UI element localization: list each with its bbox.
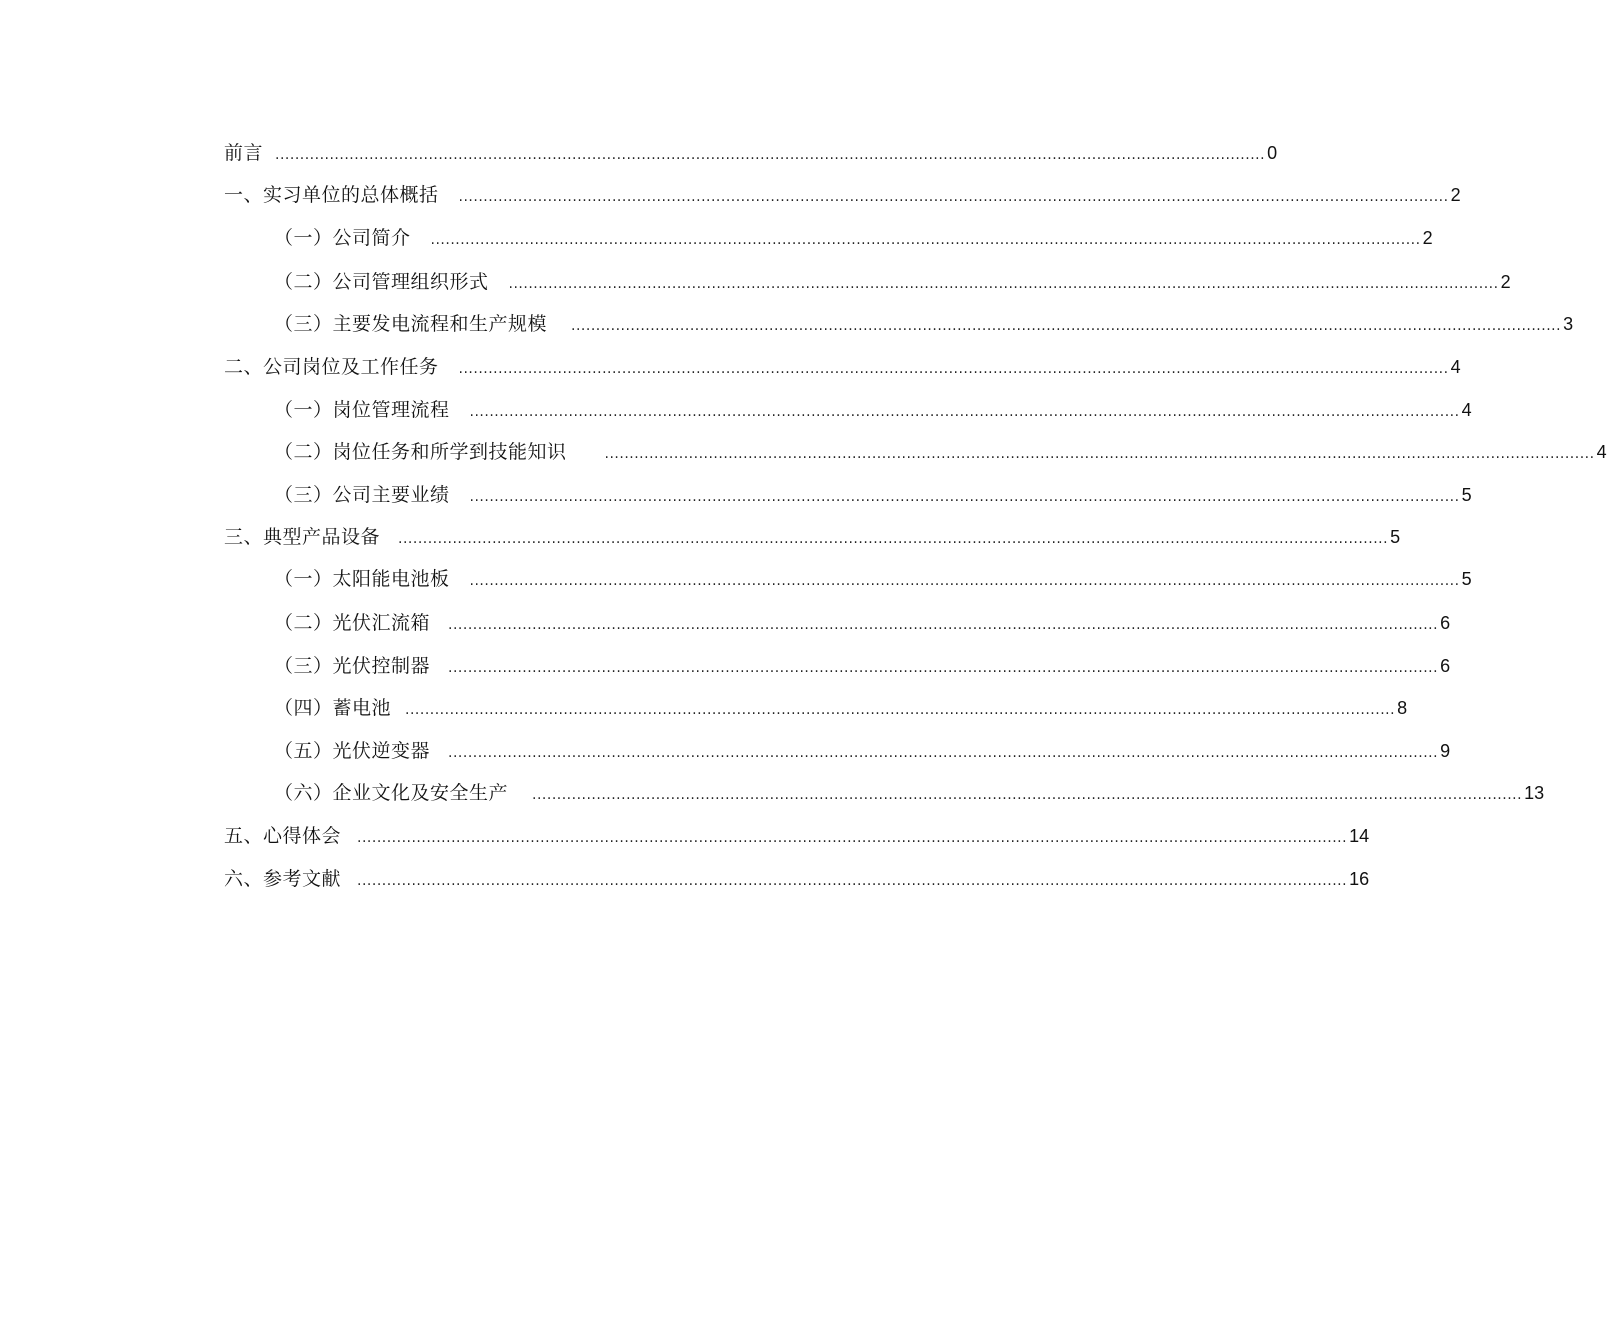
toc-entry-title: （二）公司管理组织形式 (274, 271, 489, 293)
toc-leader-dots: ........................................................................................................................................................................................................ (448, 744, 1439, 761)
toc-entry-section-3-6[interactable] (274, 779, 1545, 807)
toc-entry-section-3-5[interactable] (274, 737, 1451, 765)
toc-page-number: 4 (1596, 442, 1607, 462)
toc-entry-title: 前言 (224, 142, 264, 164)
toc-page-number: 5 (1390, 527, 1401, 547)
toc-page-number: 6 (1440, 613, 1451, 633)
toc-leader-dots: ........................................................................................................................................................................................................ (532, 786, 1523, 803)
toc-entry-section-2-1[interactable] (274, 396, 1472, 424)
toc-leader-dots: ........................................................................................................................................................................................................ (604, 445, 1595, 462)
toc-entry-section-2-3[interactable] (274, 481, 1472, 509)
toc-leader-dots: ........................................................................................................................................................................................................ (571, 317, 1562, 334)
toc-entry-section-2-2[interactable] (274, 438, 1607, 466)
toc-entry-section-3-1[interactable] (274, 565, 1472, 593)
toc-entry-title: （二）光伏汇流箱 (274, 612, 431, 634)
toc-entry-title: （五）光伏逆变器 (274, 740, 431, 762)
toc-entry-preface[interactable] (224, 139, 1278, 167)
toc-leader-dots: ........................................................................................................................................................................................................ (357, 829, 1348, 846)
toc-leader-dots: ........................................................................................................................................................................................................ (398, 530, 1389, 547)
toc-page-number: 2 (1450, 185, 1461, 205)
toc-entry-title: （三）主要发电流程和生产规模 (274, 313, 548, 335)
toc-page-number: 6 (1440, 656, 1451, 676)
toc-page-number: 9 (1440, 741, 1451, 761)
toc-entry-section-5[interactable] (224, 822, 1370, 850)
toc-page-number: 14 (1349, 826, 1370, 846)
toc-page-number: 3 (1563, 314, 1574, 334)
toc-entry-title: 六、参考文献 (224, 868, 342, 890)
toc-leader-dots: ........................................................................................................................................................................................................ (469, 572, 1460, 589)
toc-entry-title: （四）蓄电池 (274, 697, 392, 719)
toc-leader-dots: ........................................................................................................................................................................................................ (275, 146, 1266, 163)
toc-entry-title: （一）岗位管理流程 (274, 399, 450, 421)
toc-page-number: 4 (1461, 400, 1472, 420)
toc-leader-dots: ........................................................................................................................................................................................................ (469, 403, 1460, 420)
toc-leader-dots: ........................................................................................................................................................................................................ (357, 872, 1348, 889)
toc-entry-section-1-1[interactable] (274, 224, 1433, 252)
toc-entry-section-1-2[interactable] (274, 268, 1511, 296)
toc-page-number: 5 (1461, 485, 1472, 505)
toc-leader-dots: ........................................................................................................................................................................................................ (458, 188, 1449, 205)
toc-leader-dots: ........................................................................................................................................................................................................ (469, 488, 1460, 505)
toc-entry-title: （一）公司简介 (274, 227, 411, 249)
toc-entry-title: （三）光伏控制器 (274, 655, 431, 677)
toc-entry-title: 一、实习单位的总体概括 (224, 184, 439, 206)
toc-page-number: 5 (1461, 569, 1472, 589)
toc-page-number: 16 (1349, 869, 1370, 889)
toc-leader-dots: ........................................................................................................................................................................................................ (405, 701, 1396, 718)
toc-entry-title: 三、典型产品设备 (224, 526, 381, 548)
toc-page-number: 8 (1397, 698, 1408, 718)
toc-entry-section-1-3[interactable] (274, 310, 1574, 338)
toc-entry-title: （一）太阳能电池板 (274, 568, 450, 590)
toc-leader-dots: ........................................................................................................................................................................................................ (458, 360, 1449, 377)
toc-entry-section-3-2[interactable] (274, 609, 1451, 637)
toc-entry-title: 五、心得体会 (224, 825, 342, 847)
toc-entry-title: （二）岗位任务和所学到技能知识 (274, 441, 567, 463)
toc-page-number: 2 (1422, 228, 1433, 248)
toc-entry-section-1[interactable] (224, 181, 1461, 209)
toc-entry-section-3[interactable] (224, 523, 1401, 551)
toc-entry-title: （三）公司主要业绩 (274, 484, 450, 506)
toc-page-number: 0 (1267, 143, 1278, 163)
toc-entry-section-2[interactable] (224, 353, 1461, 381)
toc-entry-section-3-4[interactable] (274, 694, 1408, 722)
toc-leader-dots: ........................................................................................................................................................................................................ (508, 275, 1499, 292)
toc-entry-section-6[interactable] (224, 865, 1370, 893)
toc-entry-title: （六）企业文化及安全生产 (274, 782, 509, 804)
toc-leader-dots: ........................................................................................................................................................................................................ (430, 231, 1421, 248)
toc-entry-title: 二、公司岗位及工作任务 (224, 356, 439, 378)
toc-leader-dots: ........................................................................................................................................................................................................ (448, 616, 1439, 633)
toc-page-number: 2 (1500, 272, 1511, 292)
toc-page-number: 4 (1450, 357, 1461, 377)
toc-page-number: 13 (1524, 783, 1545, 803)
toc-entry-section-3-3[interactable] (274, 652, 1451, 680)
toc-leader-dots: ........................................................................................................................................................................................................ (448, 659, 1439, 676)
